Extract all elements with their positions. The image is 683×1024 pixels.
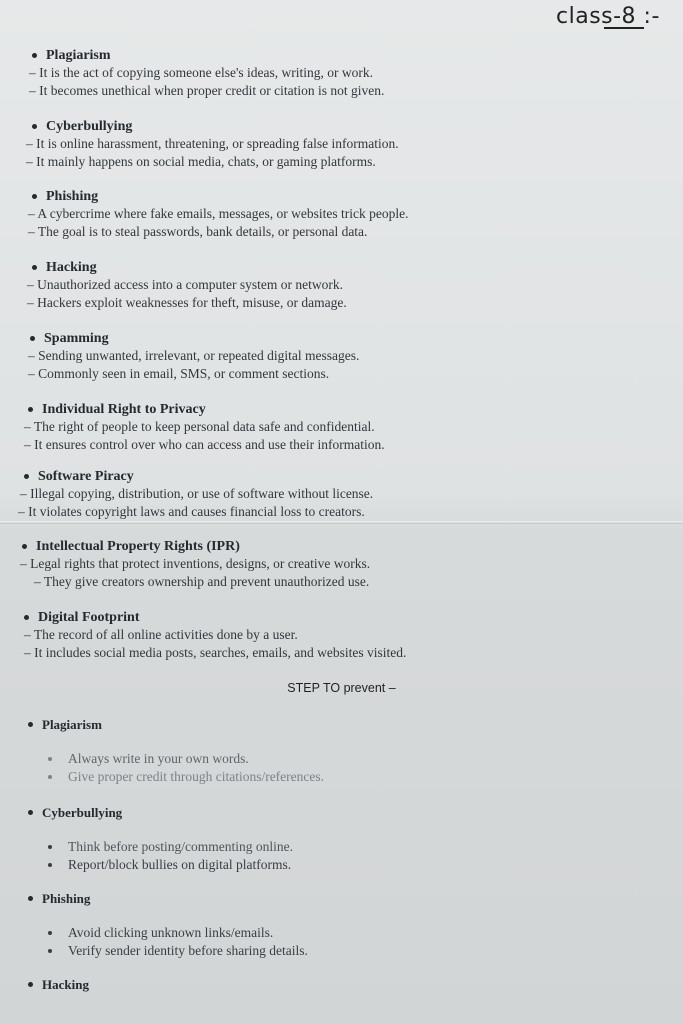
definition-title: Hacking bbox=[46, 260, 97, 275]
definition-title: Phishing bbox=[46, 189, 99, 204]
definition-line: – Legal rights that protect inventions, designs, or creative works. bbox=[20, 556, 371, 571]
bullet-icon bbox=[32, 124, 37, 129]
definition-line: – They give creators ownership and prevent unauthorized use. bbox=[34, 573, 370, 589]
handwritten-note-text: class-8 :- bbox=[556, 4, 660, 29]
bullet-icon bbox=[24, 474, 29, 479]
step-heading bbox=[28, 890, 308, 907]
step-point: Think before posting/commenting online. bbox=[48, 838, 293, 856]
definition-software-piracy bbox=[18, 468, 374, 520]
bullet-icon bbox=[22, 544, 27, 549]
definition-cyberbullying bbox=[26, 118, 399, 170]
definition-title: Digital Footprint bbox=[38, 610, 140, 625]
handwritten-note bbox=[556, 4, 680, 29]
step-point: Verify sender identity before sharing details. bbox=[48, 942, 308, 960]
definition-phishing bbox=[28, 188, 409, 240]
bullet-icon bbox=[24, 615, 29, 620]
step-title: Cyberbullying bbox=[42, 805, 123, 820]
step-point: Avoid clicking unknown links/emails. bbox=[48, 924, 308, 942]
bullet-icon bbox=[32, 265, 37, 270]
definition-heading bbox=[32, 118, 399, 135]
step-point: Report/block bullies on digital platforms. bbox=[48, 856, 293, 874]
bullet-icon bbox=[28, 982, 33, 987]
steps-title: STEP TO prevent – bbox=[287, 681, 396, 695]
definition-privacy bbox=[24, 401, 385, 453]
bullet-icon bbox=[32, 194, 37, 199]
step-title: Hacking bbox=[42, 977, 89, 992]
bullet-icon bbox=[28, 407, 33, 412]
bullet-icon bbox=[48, 931, 52, 935]
definition-line: – Sending unwanted, irrelevant, or repeated digital messages. bbox=[28, 348, 360, 363]
definition-line: – The record of all online activities done by a user. bbox=[24, 627, 298, 642]
bullet-icon bbox=[30, 336, 35, 341]
definition-ipr bbox=[22, 538, 370, 590]
definition-line: – The right of people to keep personal data safe and confidential. bbox=[24, 419, 375, 434]
definition-title: Plagiarism bbox=[46, 48, 111, 63]
definition-heading bbox=[24, 609, 406, 626]
definition-digital-footprint bbox=[24, 609, 406, 661]
definition-line: – Hackers exploit weaknesses for theft, misuse, or damage. bbox=[27, 294, 347, 310]
step-title: Phishing bbox=[42, 891, 91, 906]
step-point: Always write in your own words. bbox=[48, 750, 324, 768]
definition-spamming bbox=[30, 330, 359, 382]
bullet-icon bbox=[28, 722, 33, 727]
definition-hacking bbox=[27, 259, 347, 311]
definition-line: – A cybercrime where fake emails, messages, or websites trick people. bbox=[28, 206, 409, 221]
definition-heading bbox=[32, 47, 384, 64]
definition-line: – It becomes unethical when proper credit or citation is not given. bbox=[29, 82, 385, 98]
definition-heading bbox=[30, 330, 359, 347]
definition-line: – It violates copyright laws and causes financial loss to creators. bbox=[18, 503, 365, 519]
definition-line: – It includes social media posts, searches, emails, and websites visited. bbox=[24, 644, 407, 660]
definition-line: – It is online harassment, threatening, or spreading false information. bbox=[26, 136, 399, 151]
definition-line: – It mainly happens on social media, chats, or gaming platforms. bbox=[26, 153, 376, 169]
bullet-icon bbox=[48, 757, 52, 761]
bullet-icon bbox=[28, 810, 33, 815]
definition-plagiarism bbox=[29, 47, 385, 99]
step-heading bbox=[28, 976, 89, 993]
definition-line: – It is the act of copying someone else's ideas, writing, or work. bbox=[29, 65, 373, 80]
definition-heading bbox=[28, 401, 385, 418]
definition-line: – It ensures control over who can access and use their information. bbox=[24, 436, 385, 452]
step-cyberbullying bbox=[28, 804, 293, 874]
step-heading bbox=[28, 716, 324, 733]
definition-line: – Commonly seen in email, SMS, or comment sections. bbox=[28, 365, 330, 381]
step-phishing bbox=[28, 890, 308, 960]
bullet-icon bbox=[48, 949, 52, 953]
definition-title: Cyberbullying bbox=[46, 119, 133, 134]
definition-line: – The goal is to steal passwords, bank details, or personal data. bbox=[28, 223, 368, 239]
definition-line: – Illegal copying, distribution, or use of software without license. bbox=[20, 486, 374, 501]
definition-title: Spamming bbox=[44, 331, 109, 346]
paper-fold-crease bbox=[0, 521, 683, 524]
definition-title: Software Piracy bbox=[38, 469, 134, 484]
definition-heading bbox=[32, 259, 347, 276]
definition-title: Intellectual Property Rights (IPR) bbox=[36, 539, 240, 554]
bullet-icon bbox=[28, 896, 33, 901]
definition-heading bbox=[24, 468, 373, 485]
step-heading bbox=[28, 804, 293, 821]
step-point: Give proper credit through citations/references. bbox=[48, 768, 324, 786]
step-hacking bbox=[28, 976, 89, 993]
bullet-icon bbox=[48, 863, 52, 867]
definition-title: Individual Right to Privacy bbox=[42, 402, 206, 417]
definition-heading bbox=[22, 538, 370, 555]
bullet-icon bbox=[32, 53, 37, 58]
definition-line: – Unauthorized access into a computer system or network. bbox=[27, 277, 344, 292]
bullet-icon bbox=[48, 845, 52, 849]
step-title: Plagiarism bbox=[42, 717, 102, 732]
definition-heading bbox=[32, 188, 409, 205]
step-plagiarism bbox=[28, 716, 324, 786]
bullet-icon bbox=[48, 775, 52, 779]
